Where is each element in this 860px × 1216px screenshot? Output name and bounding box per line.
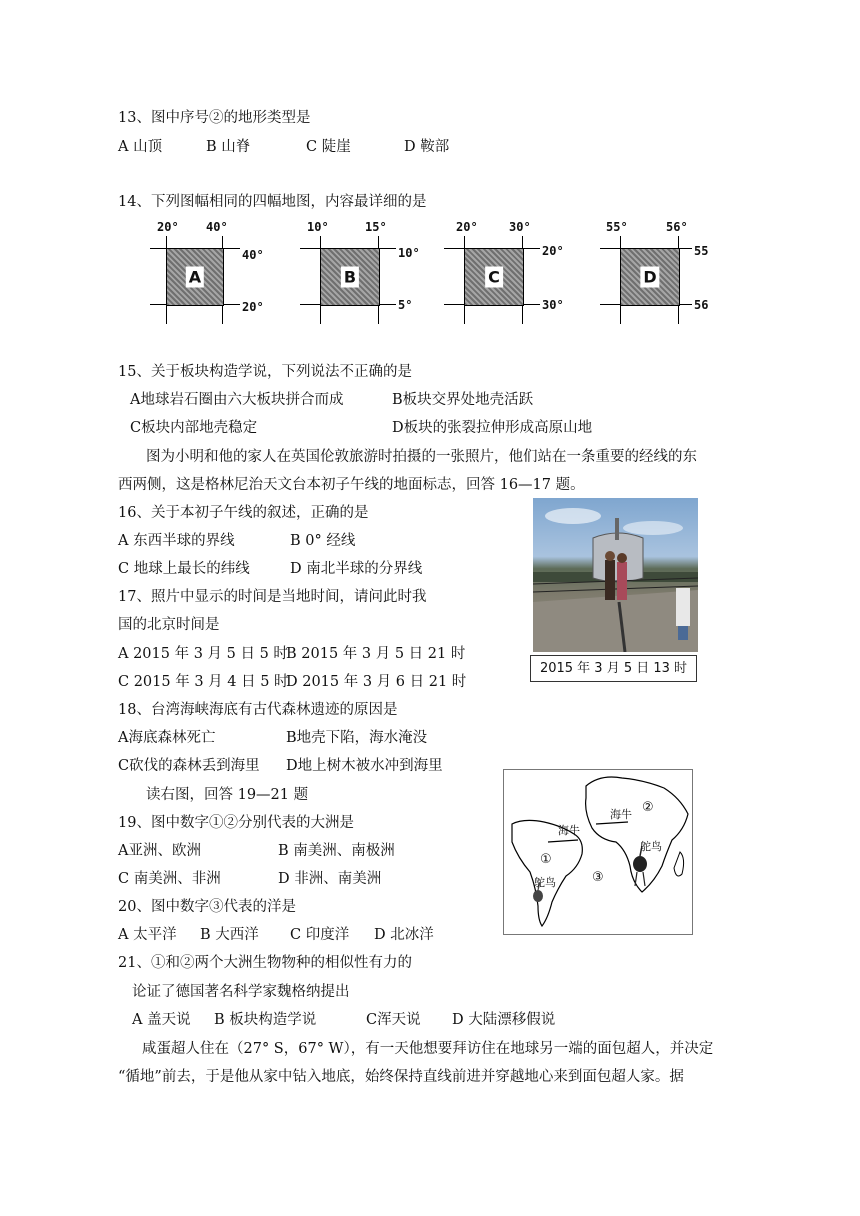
map-c-top-right-label: 30° <box>509 220 531 234</box>
q16-option-c: C 地球上最长的纬线 <box>118 561 250 577</box>
map-a-letter: A <box>186 267 204 288</box>
continent-number-2: ② <box>642 800 654 815</box>
q21-stem-line1: 21、①和②两个大洲生物物种的相似性有力的 <box>118 955 412 971</box>
map-c-area <box>464 248 524 306</box>
continents-outline <box>504 770 692 934</box>
q15-option-c: C板块内部地壳稳定 <box>130 420 258 436</box>
map-c-top-left-label: 20° <box>456 220 478 234</box>
grid-map-d <box>600 218 710 328</box>
map-b-top-right-label: 15° <box>365 220 387 234</box>
q17-stem-line1: 17、照片中显示的时间是当地时间，请问此时我 <box>118 589 427 605</box>
q18-option-d: D地上树木被水冲到海里 <box>286 758 443 774</box>
map-a-right-top-label: 40° <box>242 248 264 262</box>
q16-stem: 16、关于本初子午线的叙述，正确的是 <box>118 505 369 521</box>
map-b-right-bottom-label: 5° <box>398 298 413 312</box>
q20-stem: 20、图中数字③代表的洋是 <box>118 899 296 915</box>
q20-option-b: B 大西洋 <box>200 927 259 943</box>
q20-option-c: C 印度洋 <box>290 927 350 943</box>
q14-stem: 14、下列图幅相同的四幅地图，内容最详细的是 <box>118 194 427 210</box>
q17-option-b: B 2015 年 3 月 5 日 21 时 <box>286 646 466 662</box>
map-b-top-left-label: 10° <box>307 220 329 234</box>
map-b-letter: B <box>341 267 359 288</box>
map-b-area <box>320 248 380 306</box>
ocean-number-3: ③ <box>592 870 604 885</box>
q16-option-a: A 东西半球的界线 <box>118 533 235 549</box>
q17-option-a: A 2015 年 3 月 5 日 5 时 <box>118 646 288 662</box>
q13-stem: 13、图中序号②的地形类型是 <box>118 110 311 126</box>
greenwich-photo <box>533 498 698 652</box>
q17-stem-line2: 国的北京时间是 <box>118 617 220 633</box>
q18-option-c: C砍伐的森林丢到海里 <box>118 758 260 774</box>
manatee-label-1: 海牛 <box>558 824 580 837</box>
q15-option-a: A地球岩石圈由六大板块拼合而成 <box>130 392 344 408</box>
map-d-letter: D <box>640 267 659 288</box>
q21-option-a: A 盖天说 <box>132 1012 191 1028</box>
q19-option-b: B 南美洲、南极洲 <box>278 843 395 859</box>
q21-option-c: C浑天说 <box>366 1012 421 1028</box>
q21-stem-line2: 论证了德国著名科学家魏格纳提出 <box>132 984 350 1000</box>
map-a-top-right-label: 40° <box>206 220 228 234</box>
q20-option-a: A 太平洋 <box>118 927 177 943</box>
map-d-top-right-label: 56° <box>666 220 688 234</box>
q18-stem: 18、台湾海峡海底有古代森林遗迹的原因是 <box>118 702 398 718</box>
continent-number-1: ① <box>540 852 552 867</box>
q13-option-d: D 鞍部 <box>404 139 450 155</box>
q19-option-d: D 非洲、南美洲 <box>278 871 382 887</box>
q21-option-b: B 板块构造学说 <box>214 1012 317 1028</box>
continents-map <box>503 769 693 935</box>
intro-16-17-line1: 图为小明和他的家人在英国伦敦旅游时拍摄的一张照片，他们站在一条重要的经线的东 <box>146 449 697 465</box>
map-c-letter: C <box>485 267 503 288</box>
intro-16-17-line2: 西两侧，这是格林尼治天文台本初子午线的地面标志，回答 16—17 题。 <box>118 477 585 493</box>
map-c-right-top-label: 20° <box>542 244 564 258</box>
map-d-area <box>620 248 680 306</box>
q16-option-b: B 0° 经线 <box>290 533 356 549</box>
final-para-line1: 咸蛋超人住在（27° S，67° W），有一天他想要拜访住在地球另一端的面包超人，并决定 <box>142 1041 714 1057</box>
map-a-area <box>166 248 224 306</box>
intro-19-21: 读右图，回答 19—21 题 <box>146 787 309 803</box>
q13-option-a: A 山顶 <box>118 139 163 155</box>
manatee-label-2: 海牛 <box>610 808 632 821</box>
q15-option-d: D板块的张裂拉伸形成高原山地 <box>392 420 593 436</box>
q20-option-d: D 北冰洋 <box>374 927 434 943</box>
map-c-right-bottom-label: 30° <box>542 298 564 312</box>
q19-option-a: A亚洲、欧洲 <box>118 843 201 859</box>
grid-map-c <box>444 218 574 328</box>
map-b-right-top-label: 10° <box>398 246 420 260</box>
map-d-right-top-label: 55 <box>694 244 709 258</box>
map-d-top-left-label: 55° <box>606 220 628 234</box>
greenwich-photo-illustration <box>533 498 698 652</box>
grid-map-b <box>300 218 430 328</box>
q17-option-c: C 2015 年 3 月 4 日 5 时 <box>118 674 289 690</box>
q13-option-c: C 陡崖 <box>306 139 351 155</box>
ostrich-label-2: 鸵鸟 <box>640 840 662 853</box>
q19-stem: 19、图中数字①②分别代表的大洲是 <box>118 815 354 831</box>
map-a-top-left-label: 20° <box>157 220 179 234</box>
q15-stem: 15、关于板块构造学说，下列说法不正确的是 <box>118 364 412 380</box>
photo-caption: 2015 年 3 月 5 日 13 时 <box>530 655 697 682</box>
q16-option-d: D 南北半球的分界线 <box>290 561 423 577</box>
q15-option-b: B板块交界处地壳活跃 <box>392 392 534 408</box>
q13-option-b: B 山脊 <box>206 139 251 155</box>
q19-option-c: C 南美洲、非洲 <box>118 871 221 887</box>
ostrich-label-1: 鸵鸟 <box>534 876 556 889</box>
q18-option-a: A海底森林死亡 <box>118 730 216 746</box>
final-para-line2: “循地”前去，于是他从家中钻入地底，始终保持直线前进并穿越地心来到面包超人家。据 <box>118 1069 684 1085</box>
q17-option-d: D 2015 年 3 月 6 日 21 时 <box>286 674 467 690</box>
grid-map-a <box>150 218 280 328</box>
q21-option-d: D 大陆漂移假说 <box>452 1012 556 1028</box>
map-a-right-bottom-label: 20° <box>242 300 264 314</box>
map-d-right-bottom-label: 56 <box>694 298 709 312</box>
q18-option-b: B地壳下陷，海水淹没 <box>286 730 428 746</box>
